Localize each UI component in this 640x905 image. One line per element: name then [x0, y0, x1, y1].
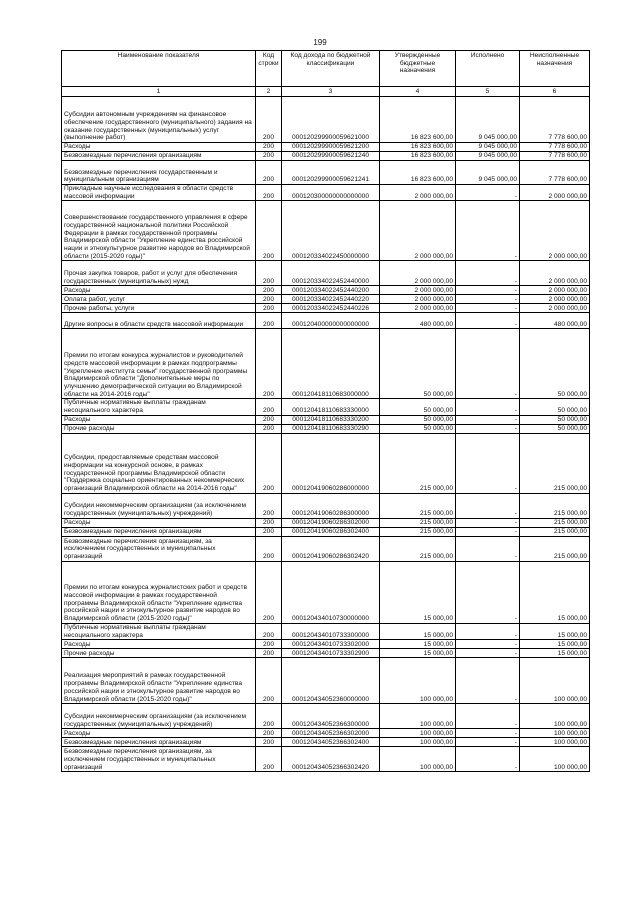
row-unexecuted: 7 778 600,00 — [520, 161, 590, 185]
table-row — [62, 399, 590, 415]
row-line-code: 200 — [256, 658, 282, 704]
row-line-code: 200 — [256, 738, 282, 747]
row-executed: - — [456, 738, 520, 747]
row-budget-code: 000120434052366302000 — [282, 729, 380, 738]
table-row — [62, 97, 590, 143]
row-budget-code: 000120418110683330200 — [282, 415, 380, 424]
table-row — [62, 640, 590, 649]
table-row — [62, 536, 590, 561]
row-executed: - — [456, 536, 520, 561]
row-line-code: 200 — [256, 313, 282, 329]
row-executed: - — [456, 261, 520, 286]
row-approved: 2 000 000,00 — [380, 304, 456, 313]
row-budget-code: 000120299900059621241 — [282, 161, 380, 185]
row-approved: 480 000,00 — [380, 313, 456, 329]
row-unexecuted: 15 000,00 — [520, 623, 590, 639]
row-budget-code: 000120334022452440000 — [282, 261, 380, 286]
row-name: Премии по итогам конкурса журналистов и руководителей средств массовой информации в рамках подпрограммы "Укрепление института семьи" государственной программы Владимирской области "Дополнительные меры по улучшению демографической ситуации во Владимирской области на 2014-2016 годы" — [62, 329, 256, 399]
row-executed: - — [456, 729, 520, 738]
row-line-code: 200 — [256, 201, 282, 261]
row-unexecuted: 215 000,00 — [520, 518, 590, 527]
header-approved: Утвержденные бюджетные назначения — [380, 51, 456, 87]
row-budget-code: 000120434010733300000 — [282, 623, 380, 639]
row-budget-code: 000120434052360000000 — [282, 658, 380, 704]
row-executed: - — [456, 704, 520, 729]
row-executed: - — [456, 493, 520, 518]
row-budget-code: 000120300000000000000 — [282, 185, 380, 201]
row-budget-code: 000120434010730000000 — [282, 561, 380, 623]
table-row — [62, 658, 590, 704]
row-name: Субсидии некоммерческим организациям (за исключением государственных (муниципальных) учреждений) — [62, 493, 256, 518]
row-unexecuted: 2 000 000,00 — [520, 304, 590, 313]
row-unexecuted: 50 000,00 — [520, 399, 590, 415]
row-unexecuted: 15 000,00 — [520, 649, 590, 658]
column-number: 5 — [456, 87, 520, 97]
row-budget-code: 000120418110683330290 — [282, 424, 380, 433]
row-approved: 50 000,00 — [380, 329, 456, 399]
header-row — [62, 51, 590, 87]
row-budget-code: 000120434052366300000 — [282, 704, 380, 729]
row-unexecuted: 2 000 000,00 — [520, 185, 590, 201]
row-budget-code: 000120419060286302420 — [282, 536, 380, 561]
row-executed: - — [456, 201, 520, 261]
row-unexecuted: 480 000,00 — [520, 313, 590, 329]
column-number-row — [62, 87, 590, 97]
row-executed: - — [456, 658, 520, 704]
row-line-code: 200 — [256, 185, 282, 201]
row-name: Расходы — [62, 640, 256, 649]
row-budget-code: 000120299900059621200 — [282, 143, 380, 152]
row-budget-code: 000120434052366302400 — [282, 738, 380, 747]
row-unexecuted: 100 000,00 — [520, 658, 590, 704]
row-name: Прочие работы, услуги — [62, 304, 256, 313]
row-unexecuted: 215 000,00 — [520, 536, 590, 561]
row-name: Совершенствование государственного управления в сфере государственной национальной политики Российской Федерации в рамках государственной программы Владимирской области "Укрепление единства российской нации и этнокультурное развитие народов во Владимирской области (2015-2020 годы)" — [62, 201, 256, 261]
row-approved: 50 000,00 — [380, 415, 456, 424]
row-unexecuted: 15 000,00 — [520, 561, 590, 623]
table-row — [62, 623, 590, 639]
row-line-code: 200 — [256, 152, 282, 161]
row-executed: - — [456, 747, 520, 772]
row-line-code: 200 — [256, 399, 282, 415]
table-row — [62, 493, 590, 518]
row-unexecuted: 100 000,00 — [520, 747, 590, 772]
row-budget-code: 000120334022452440226 — [282, 304, 380, 313]
table-row — [62, 729, 590, 738]
row-unexecuted: 2 000 000,00 — [520, 295, 590, 304]
row-budget-code: 000120419060286302000 — [282, 518, 380, 527]
row-executed: - — [456, 399, 520, 415]
row-name: Безвозмездные перечисления организациям — [62, 527, 256, 536]
header-line: Код строки — [256, 51, 282, 87]
row-approved: 215 000,00 — [380, 527, 456, 536]
row-executed: 9 045 000,00 — [456, 143, 520, 152]
row-approved: 2 000 000,00 — [380, 201, 456, 261]
row-line-code: 200 — [256, 415, 282, 424]
row-unexecuted: 215 000,00 — [520, 493, 590, 518]
row-line-code: 200 — [256, 295, 282, 304]
row-executed: 9 045 000,00 — [456, 97, 520, 143]
row-name: Субсидии автономным учреждениям на финансовое обеспечение государственного (муниципального) задания на оказание государственных (муниципальных) услуг (выполнение работ) — [62, 97, 256, 143]
header-unexecuted: Неисполненные назначения — [520, 51, 590, 87]
column-number: 1 — [62, 87, 256, 97]
header-code: Код дохода по бюджетной классификации — [282, 51, 380, 87]
table-row — [62, 415, 590, 424]
row-unexecuted: 7 778 600,00 — [520, 143, 590, 152]
row-name: Безвозмездные перечисления организациям — [62, 152, 256, 161]
row-name: Расходы — [62, 286, 256, 295]
row-name: Безвозмездные перечисления организациям — [62, 738, 256, 747]
row-approved: 16 823 600,00 — [380, 143, 456, 152]
row-approved: 100 000,00 — [380, 738, 456, 747]
row-budget-code: 000120334022452440200 — [282, 286, 380, 295]
row-line-code: 200 — [256, 493, 282, 518]
row-name: Расходы — [62, 729, 256, 738]
row-line-code: 200 — [256, 561, 282, 623]
table-row — [62, 518, 590, 527]
column-number: 4 — [380, 87, 456, 97]
row-name: Прикладные научные исследования в области средств массовой информации — [62, 185, 256, 201]
row-approved: 16 823 600,00 — [380, 161, 456, 185]
row-executed: - — [456, 313, 520, 329]
column-number: 2 — [256, 87, 282, 97]
row-line-code: 200 — [256, 640, 282, 649]
row-name: Расходы — [62, 518, 256, 527]
table-row — [62, 295, 590, 304]
row-approved: 100 000,00 — [380, 658, 456, 704]
page-number: 199 — [313, 38, 327, 47]
row-line-code: 200 — [256, 143, 282, 152]
row-approved: 215 000,00 — [380, 433, 456, 493]
column-number: 3 — [282, 87, 380, 97]
row-unexecuted: 2 000 000,00 — [520, 201, 590, 261]
row-line-code: 200 — [256, 433, 282, 493]
row-line-code: 200 — [256, 97, 282, 143]
row-unexecuted: 2 000 000,00 — [520, 286, 590, 295]
row-unexecuted: 7 778 600,00 — [520, 97, 590, 143]
row-budget-code: 000120400000000000000 — [282, 313, 380, 329]
row-budget-code: 000120334022452440220 — [282, 295, 380, 304]
row-unexecuted: 50 000,00 — [520, 329, 590, 399]
table-row — [62, 286, 590, 295]
row-executed: - — [456, 561, 520, 623]
row-executed: - — [456, 329, 520, 399]
row-name: Публичные нормативные выплаты гражданам несоциального характера — [62, 623, 256, 639]
row-approved: 100 000,00 — [380, 704, 456, 729]
table-row — [62, 185, 590, 201]
row-executed: 9 045 000,00 — [456, 161, 520, 185]
row-name: Безвозмездные перечисления организациям, за исключением государственных и муниципальных организаций — [62, 536, 256, 561]
row-approved: 100 000,00 — [380, 729, 456, 738]
row-executed: - — [456, 185, 520, 201]
row-approved: 2 000 000,00 — [380, 295, 456, 304]
row-budget-code: 000120418110683000000 — [282, 329, 380, 399]
row-executed: - — [456, 527, 520, 536]
row-line-code: 200 — [256, 518, 282, 527]
row-name: Прочие расходы — [62, 424, 256, 433]
row-line-code: 200 — [256, 649, 282, 658]
table-row — [62, 738, 590, 747]
table-row — [62, 304, 590, 313]
row-unexecuted: 50 000,00 — [520, 424, 590, 433]
table-row — [62, 433, 590, 493]
table-row — [62, 329, 590, 399]
row-executed: - — [456, 623, 520, 639]
row-line-code: 200 — [256, 527, 282, 536]
row-approved: 15 000,00 — [380, 623, 456, 639]
row-approved: 16 823 600,00 — [380, 97, 456, 143]
table-row — [62, 704, 590, 729]
budget-table — [61, 50, 590, 772]
row-executed: - — [456, 640, 520, 649]
row-unexecuted: 100 000,00 — [520, 738, 590, 747]
row-unexecuted: 215 000,00 — [520, 433, 590, 493]
row-approved: 50 000,00 — [380, 399, 456, 415]
table-row — [62, 747, 590, 772]
row-line-code: 200 — [256, 536, 282, 561]
row-line-code: 200 — [256, 329, 282, 399]
row-approved: 215 000,00 — [380, 518, 456, 527]
row-approved: 15 000,00 — [380, 649, 456, 658]
row-name: Безвозмездные перечисления государственным и муниципальным организациям — [62, 161, 256, 185]
row-name: Прочая закупка товаров, работ и услуг для обеспечения государственных (муниципальных) нужд — [62, 261, 256, 286]
row-line-code: 200 — [256, 424, 282, 433]
table-row — [62, 261, 590, 286]
row-executed: - — [456, 518, 520, 527]
row-budget-code: 000120299900059621000 — [282, 97, 380, 143]
row-unexecuted: 7 778 600,00 — [520, 152, 590, 161]
row-executed: 9 045 000,00 — [456, 152, 520, 161]
row-line-code: 200 — [256, 623, 282, 639]
row-approved: 15 000,00 — [380, 640, 456, 649]
row-budget-code: 000120434052366302420 — [282, 747, 380, 772]
row-budget-code: 000120419060286000000 — [282, 433, 380, 493]
table-row — [62, 201, 590, 261]
table-row — [62, 527, 590, 536]
row-executed: - — [456, 295, 520, 304]
row-budget-code: 000120434010733302000 — [282, 640, 380, 649]
row-name: Расходы — [62, 143, 256, 152]
row-approved: 2 000 000,00 — [380, 286, 456, 295]
row-executed: - — [456, 649, 520, 658]
row-unexecuted: 2 000 000,00 — [520, 261, 590, 286]
row-line-code: 200 — [256, 747, 282, 772]
table-row — [62, 152, 590, 161]
row-approved: 215 000,00 — [380, 493, 456, 518]
row-executed: - — [456, 286, 520, 295]
row-unexecuted: 100 000,00 — [520, 704, 590, 729]
table-row — [62, 649, 590, 658]
row-name: Субсидии некоммерческим организациям (за исключением государственных (муниципальных) учреждений) — [62, 704, 256, 729]
row-name: Другие вопросы в области средств массовой информации — [62, 313, 256, 329]
table-row — [62, 561, 590, 623]
row-name: Публичные нормативные выплаты гражданам несоциального характера — [62, 399, 256, 415]
table-row — [62, 143, 590, 152]
table-row — [62, 161, 590, 185]
row-line-code: 200 — [256, 704, 282, 729]
row-unexecuted: 215 000,00 — [520, 527, 590, 536]
row-approved: 15 000,00 — [380, 561, 456, 623]
header-executed: Исполнено — [456, 51, 520, 87]
row-executed: - — [456, 433, 520, 493]
row-executed: - — [456, 424, 520, 433]
row-name: Премии по итогам конкурса журналистских работ и средств массовой информации в рамках государственной программы Владимирской области "Укрепление единства российской нации и этнокультурное развитие народов во Владимирской области (2015-2020 годы)" — [62, 561, 256, 623]
row-approved: 16 823 600,00 — [380, 152, 456, 161]
table-row — [62, 313, 590, 329]
row-budget-code: 000120299900059621240 — [282, 152, 380, 161]
row-budget-code: 000120418110683330000 — [282, 399, 380, 415]
row-line-code: 200 — [256, 261, 282, 286]
row-name: Оплата работ, услуг — [62, 295, 256, 304]
row-line-code: 200 — [256, 161, 282, 185]
row-approved: 50 000,00 — [380, 424, 456, 433]
row-name: Расходы — [62, 415, 256, 424]
row-approved: 100 000,00 — [380, 747, 456, 772]
table-row — [62, 424, 590, 433]
row-budget-code: 000120434010733302900 — [282, 649, 380, 658]
row-name: Прочие расходы — [62, 649, 256, 658]
row-line-code: 200 — [256, 286, 282, 295]
row-approved: 2 000 000,00 — [380, 185, 456, 201]
row-executed: - — [456, 415, 520, 424]
row-unexecuted: 100 000,00 — [520, 729, 590, 738]
row-approved: 215 000,00 — [380, 536, 456, 561]
row-name: Субсидии, предоставляемые средствам массовой информации на конкурсной основе, в рамках государственной программы Владимирской области "Поддержка социально ориентированных некоммерческих организаций Владимирской области на 2014-2016 годы" — [62, 433, 256, 493]
header-name: Наименование показателя — [62, 51, 256, 87]
row-executed: - — [456, 304, 520, 313]
column-number: 6 — [520, 87, 590, 97]
row-line-code: 200 — [256, 729, 282, 738]
row-name: Реализация мероприятий в рамках государственной программы Владимирской области "Укрепление единства российской нации и этнокультурное развитие народов во Владимирской области (2015-2020 годы)" — [62, 658, 256, 704]
row-approved: 2 000 000,00 — [380, 261, 456, 286]
row-budget-code: 000120419060286302400 — [282, 527, 380, 536]
row-unexecuted: 50 000,00 — [520, 415, 590, 424]
row-budget-code: 000120419060286300000 — [282, 493, 380, 518]
row-unexecuted: 15 000,00 — [520, 640, 590, 649]
row-line-code: 200 — [256, 304, 282, 313]
row-budget-code: 000120334022450000000 — [282, 201, 380, 261]
row-name: Безвозмездные перечисления организациям, за исключением государственных и муниципальных организаций — [62, 747, 256, 772]
